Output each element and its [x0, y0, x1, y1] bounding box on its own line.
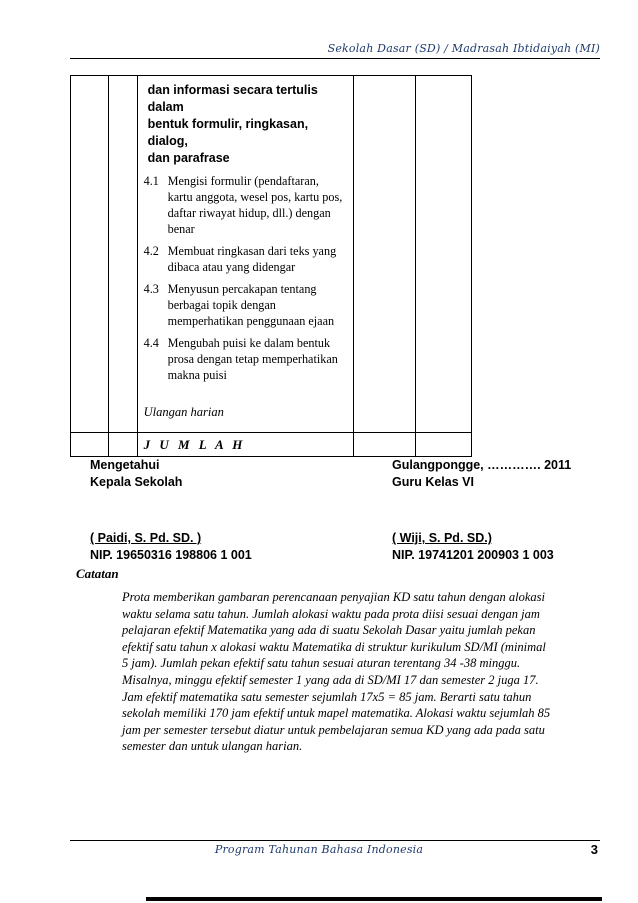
- signatory-nip: NIP. 19650316 198806 1 001: [90, 548, 252, 562]
- kd-item: 4.3 Menyusun percakapan tentang berbagai topik dengan memperhatikan penggunaan ejaan: [143, 282, 335, 328]
- kd-item: 4.1 Mengisi formulir (pendaftaran, kartu anggota, wesel pos, kartu pos, daftar riwayat hidup, dll.) dengan benar: [143, 174, 343, 236]
- signatory-name: ( Wiji, S. Pd. SD.): [392, 531, 492, 545]
- signatory-nip: NIP. 19741201 200903 1 003: [392, 548, 554, 562]
- catatan-heading: Catatan: [76, 566, 119, 581]
- kd-item: 4.4 Mengubah puisi ke dalam bentuk prosa dengan tetap memperhatikan makna puisi: [143, 336, 338, 382]
- prota-table: [70, 75, 472, 457]
- header-rule: [70, 58, 600, 59]
- ulangan-harian: Ulangan harian: [143, 405, 224, 419]
- footer-rule: [70, 840, 600, 841]
- left-signature-block: Mengetahui Kepala Sekolah: [90, 458, 183, 489]
- page-number: 3: [590, 842, 598, 857]
- kd-item: 4.2 Membuat ringkasan dari teks yang dibaca atau yang didengar: [143, 244, 337, 274]
- sk-continuation: dan informasi secara tertulis dalam bentuk formulir, ringkasan, dialog, dan parafrase: [147, 83, 318, 165]
- left-signatory: [90, 530, 252, 564]
- table-row: [71, 76, 472, 433]
- jumlah-label: J U M L A H: [143, 437, 246, 452]
- right-signature-block: Gulangpongge, …………. 2011 Guru Kelas VI: [392, 458, 572, 489]
- catatan-paragraph: Prota memberikan gambaran perencanaan penyajian KD satu tahun dengan alokasi waktu selama satu tahun. Jumlah alokasi waktu pada prota diisi sesuai dengan jam pelajaran efektif Matematika yang ada di suatu Sekolah Dasar yaitu jumlah pekan efektif satu tahun x alokasi waktu Matematika di struktur kurikulum SD/MI (minimal 5 jam). Jumlah pekan efektif satu tahun sesuai aturan terentang 34 -38 minggu. Misalnya, minggu efektif semester 1 yang ada di SD/MI 17 dan semester 2 juga 17. Jam efektif matematika satu semester sejumlah 17x5 = 85 jam. Berarti satu tahun sekolah memiliki 170 jam efektif untuk mapel matematika. Alokasi waktu sejumlah 85 jam per semester tersebut diatur untuk pembelajaran semua KD yang ada pada satu semester dan untuk ulangan harian.: [122, 590, 551, 754]
- running-header: Sekolah Dasar (SD) / Madrasah Ibtidaiyah (MI): [327, 42, 600, 55]
- bottom-rule: [146, 897, 602, 901]
- running-footer: Program Tahunan Bahasa Indonesia: [214, 843, 424, 856]
- table-row: [71, 433, 472, 457]
- signatory-name: ( Paidi, S. Pd. SD. ): [90, 531, 202, 545]
- kd-cell: [137, 76, 354, 433]
- right-signatory: [392, 530, 554, 564]
